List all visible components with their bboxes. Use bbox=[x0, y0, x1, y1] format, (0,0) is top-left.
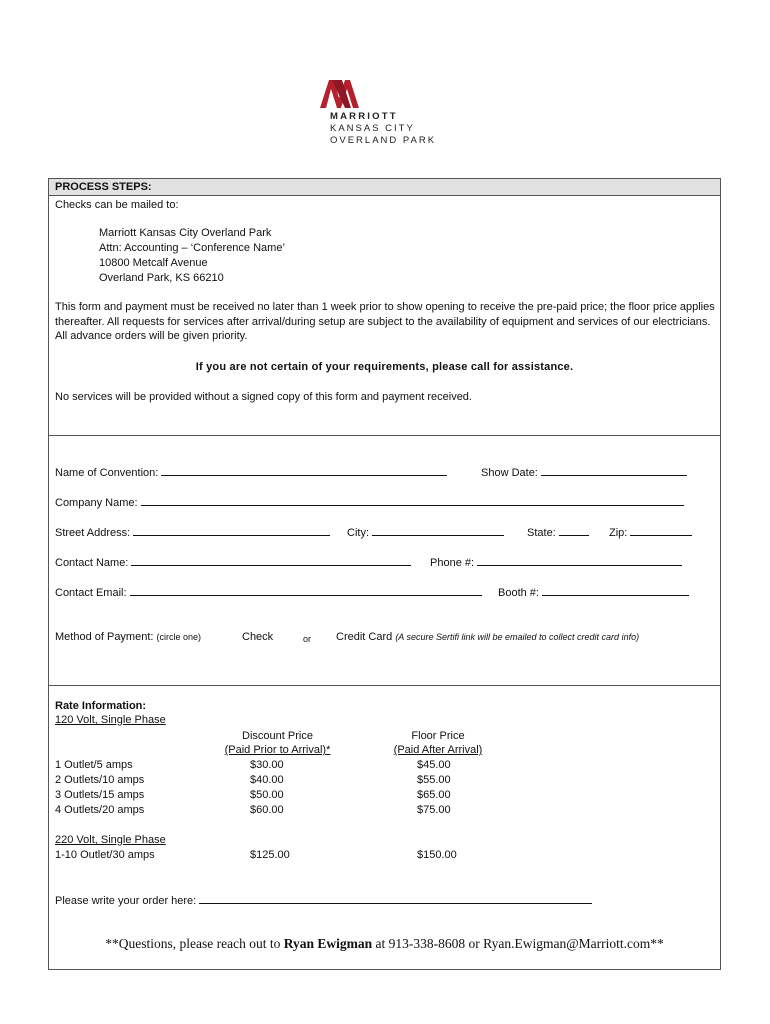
contact-name-field[interactable] bbox=[55, 555, 411, 570]
questions-footer bbox=[49, 936, 720, 952]
convention-label: Name of Convention: bbox=[55, 467, 159, 479]
address-line-3: 10800 Metcalf Avenue bbox=[99, 257, 208, 269]
convention-blank[interactable] bbox=[161, 465, 447, 476]
booth-field[interactable] bbox=[498, 585, 689, 600]
payment-card-label: Credit Card bbox=[336, 631, 393, 643]
rate-row-label: 1 Outlet/5 amps bbox=[55, 759, 133, 771]
email-field[interactable] bbox=[55, 585, 482, 600]
zip-label: Zip: bbox=[609, 527, 628, 539]
state-label: State: bbox=[527, 527, 556, 539]
contact-name-label: Contact Name: bbox=[55, 557, 129, 569]
discount-subheader: (Paid Prior to Arrival)* bbox=[224, 744, 331, 756]
contact-section bbox=[49, 435, 720, 686]
logo-brand: MARRIOTT bbox=[330, 111, 398, 122]
group-120v: 120 Volt, Single Phase bbox=[55, 714, 166, 726]
payment-card-note: (A secure Sertifi link will be emailed to collect credit card info) bbox=[395, 632, 640, 642]
city-label: City: bbox=[347, 527, 369, 539]
contact-name-blank[interactable] bbox=[131, 555, 411, 566]
street-field[interactable] bbox=[55, 525, 330, 540]
booth-blank[interactable] bbox=[542, 585, 689, 596]
payment-method-label bbox=[55, 630, 201, 644]
order-field[interactable] bbox=[55, 893, 592, 908]
footer-prefix: **Questions, please reach out to bbox=[105, 936, 284, 951]
rate-row-floor: $75.00 bbox=[417, 804, 451, 816]
street-blank[interactable] bbox=[133, 525, 330, 536]
address-line-1: Marriott Kansas City Overland Park bbox=[99, 227, 272, 239]
terms-paragraph: This form and payment must be received no later than 1 week prior to show opening to receive the pre-paid price; the floor price applies thereafter. All requests for services after arrival/during setup are subject to the availability of equipment and services of our electricians. All advance orders will be given priority. bbox=[55, 301, 715, 342]
phone-label: Phone #: bbox=[430, 557, 475, 569]
address-line-2: Attn: Accounting – ‘Conference Name’ bbox=[99, 242, 285, 254]
state-blank[interactable] bbox=[559, 525, 589, 536]
mail-intro: Checks can be mailed to: bbox=[55, 199, 179, 211]
discount-header: Discount Price bbox=[242, 730, 313, 742]
marriott-m-icon bbox=[318, 76, 368, 110]
floor-subheader: (Paid After Arrival) bbox=[393, 744, 483, 756]
signed-copy-notice: No services will be provided without a signed copy of this form and payment received. bbox=[55, 391, 472, 403]
city-field[interactable] bbox=[347, 525, 504, 540]
order-label: Please write your order here: bbox=[55, 895, 197, 907]
footer-contact-name: Ryan Ewigman bbox=[283, 936, 373, 951]
company-blank[interactable] bbox=[141, 495, 684, 506]
electrical-order-form bbox=[48, 178, 721, 970]
process-section bbox=[49, 195, 720, 436]
booth-label: Booth #: bbox=[498, 587, 539, 599]
rate-row-discount: $30.00 bbox=[250, 759, 284, 771]
marriott-logo bbox=[318, 76, 458, 148]
show-date-field[interactable] bbox=[481, 465, 687, 480]
company-field[interactable] bbox=[55, 495, 684, 510]
payment-or: or bbox=[303, 634, 312, 644]
rate-row-label: 2 Outlets/10 amps bbox=[55, 774, 145, 786]
assistance-note: If you are not certain of your requirements, please call for assistance. bbox=[195, 361, 574, 373]
rate-row-discount: $125.00 bbox=[250, 849, 290, 861]
show-date-label: Show Date: bbox=[481, 467, 538, 479]
logo-area: OVERLAND PARK bbox=[330, 135, 437, 146]
rate-row-discount: $40.00 bbox=[250, 774, 284, 786]
rate-row-discount: $60.00 bbox=[250, 804, 284, 816]
rate-row-label: 4 Outlets/20 amps bbox=[55, 804, 145, 816]
order-blank[interactable] bbox=[199, 893, 592, 904]
rates-title: Rate Information: bbox=[55, 700, 147, 712]
city-blank[interactable] bbox=[372, 525, 504, 536]
state-field[interactable] bbox=[527, 525, 589, 540]
address-line-4: Overland Park, KS 66210 bbox=[99, 272, 224, 284]
floor-header: Floor Price bbox=[411, 730, 465, 742]
show-date-blank[interactable] bbox=[541, 465, 687, 476]
group-220v: 220 Volt, Single Phase bbox=[55, 834, 166, 846]
phone-blank[interactable] bbox=[477, 555, 682, 566]
rate-row-floor: $65.00 bbox=[417, 789, 451, 801]
payment-card-option[interactable] bbox=[336, 630, 639, 644]
payment-label: Method of Payment: bbox=[55, 631, 154, 643]
convention-field[interactable] bbox=[55, 465, 447, 480]
rate-row-floor: $55.00 bbox=[417, 774, 451, 786]
street-label: Street Address: bbox=[55, 527, 131, 539]
rates-section bbox=[49, 685, 720, 969]
email-label: Contact Email: bbox=[55, 587, 127, 599]
zip-blank[interactable] bbox=[630, 525, 692, 536]
payment-check-option[interactable]: Check bbox=[242, 631, 274, 643]
company-label: Company Name: bbox=[55, 497, 138, 509]
rate-row-floor: $150.00 bbox=[417, 849, 457, 861]
rate-row-label: 1-10 Outlet/30 amps bbox=[55, 849, 155, 861]
logo-text bbox=[330, 111, 436, 147]
email-blank[interactable] bbox=[130, 585, 482, 596]
payment-hint: (circle one) bbox=[156, 632, 202, 642]
footer-suffix: at 913-338-8608 or Ryan.Ewigman@Marriott.com** bbox=[372, 936, 664, 951]
logo-city: KANSAS CITY bbox=[330, 123, 415, 134]
zip-field[interactable] bbox=[609, 525, 692, 540]
process-header: PROCESS STEPS: bbox=[49, 179, 720, 196]
rate-row-discount: $50.00 bbox=[250, 789, 284, 801]
phone-field[interactable] bbox=[430, 555, 682, 570]
rate-row-label: 3 Outlets/15 amps bbox=[55, 789, 145, 801]
rate-row-floor: $45.00 bbox=[417, 759, 451, 771]
